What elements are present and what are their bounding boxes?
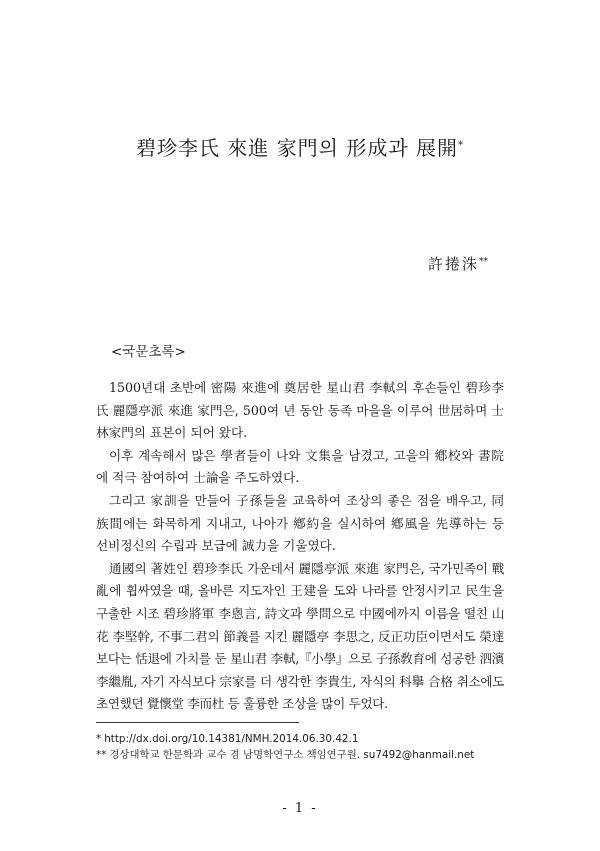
author-name (428, 254, 488, 274)
author-footnote-mark: ** (479, 257, 488, 267)
paper-title (0, 134, 600, 162)
abstract-paragraph-2: 이후 계속해서 많은 學者들이 나와 文集을 남겼고, 고을의 鄕校와 書院에 적극 참여하여 士論을 주도하였다. (96, 447, 504, 486)
footnote-mark: * (96, 733, 102, 745)
author-text: 許捲洙 (427, 255, 479, 273)
doi-link[interactable]: http://dx.doi.org/10.14381/NMH.2014.06.30.42.1 (104, 733, 359, 745)
page-number: - 1 - (282, 801, 318, 816)
abstract-heading: <국문초록> (111, 344, 186, 360)
abstract-paragraph-3: 그리고 家訓을 만들어 子孫들을 교육하여 조상의 좋은 점을 배우고, 同族間에는 화목하게 지내고, 나아가 鄕約을 실시하여 鄕風을 先導하는 등 선비정신의 수립과 보급에 誠力을 기울였다. (96, 492, 504, 554)
title-text: 碧珍李氏 來進 家門의 形成과 展開 (135, 136, 459, 160)
abstract-paragraph-1: 1500년대 초반에 密陽 來進에 奠居한 星山君 李軾의 후손들인 碧珍李氏 麗隱亭派 來進 家門은, 500여 년 동안 동족 마을을 이루어 世居하며 士林家門의 표본이 되어 왔다. (96, 380, 504, 441)
affiliation-text: 경상대학교 한문학과 교수 겸 남명학연구소 책임연구원. su7492@hanmail.net (109, 749, 475, 761)
abstract-body (96, 377, 504, 716)
footnote-mark: ** (96, 749, 107, 761)
abstract-paragraph-4: 通國의 著姓인 碧珍李氏 가운데서 麗隱亭派 來進 家門은, 국가민족이 戰亂에 휩싸였을 때, 올바른 지도자인 王建을 도와 나라를 안정시키고 民生을 구출한 시조 碧珍將軍 李悤言, 詩文과 學問으로 中國에까지 이름을 떨친 山花 李堅幹, 不事二君의 節義를 지킨 麗隱亭 李思之, 反正功臣이면서도 榮達보다는 恬退에 가치를 둔 星山君 李軾,『小學』으로 子孫敎育에 성공한 泗濱 李繼胤, 자기 자식보다 宗家를 더 생각한 李貴生, 자식의 科擧 合格 취소에도 초연했던 覺懷堂 李而杜 등 훌륭한 조상을 많이 두었다. (96, 560, 504, 712)
footnote-divider (96, 722, 299, 723)
title-footnote-mark: * (458, 140, 465, 151)
footnote-affiliation (96, 747, 474, 763)
footnote-doi (96, 731, 358, 747)
